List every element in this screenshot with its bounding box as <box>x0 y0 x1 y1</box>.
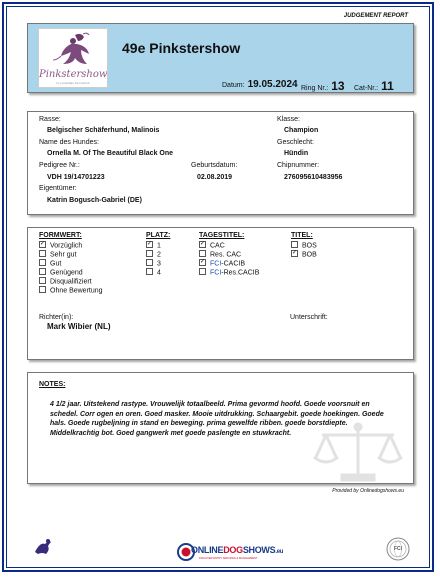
name-value: Ornella M. Of The Beautiful Black One <box>47 150 174 157</box>
checkbox-icon[interactable] <box>291 241 298 248</box>
checkbox-icon[interactable]: ✓ <box>200 241 206 247</box>
notes-text: 4 1/2 jaar. Uitstekend rastype. Vrouwelijk totaalbeeld. Prima gevormd hoofd. Goede voorsnuit en schedel. Corr ogen en oren. Goed masker. Mooie uitdrukking. Schaargebit. goede hoekingen. Goede hals. Goede rugbeljning in stand en beweging. prima gewelfde ribben. goede borstdiepte. Middelkrachtig bot. Goed gangwerk met goede paslengte en stuwkracht. <box>50 401 384 437</box>
tagestitel-option[interactable]: FCI-Res.CACIB <box>199 269 259 276</box>
owner-label: Eigentümer: <box>39 185 77 192</box>
checkbox-icon[interactable] <box>39 268 46 275</box>
checkbox-icon[interactable]: ✓ <box>147 241 153 247</box>
ring-label: Ring Nr.: <box>301 85 329 92</box>
fci-text: FCI <box>393 546 403 552</box>
date-label: Datum: <box>222 82 245 89</box>
formwert-option[interactable]: Sehr gut <box>39 251 76 258</box>
platz-option[interactable]: ✓ 1 <box>147 241 161 250</box>
cat-label: Cat-Nr.: <box>354 85 379 92</box>
tagestitel-option[interactable]: ✓ FCI-CACIB <box>200 259 246 268</box>
formwert-option[interactable]: Disqualifiziert <box>39 278 92 285</box>
platz-option[interactable]: 3 <box>146 260 161 267</box>
judge-value: Mark Wibier (NL) <box>47 322 111 331</box>
signature-label: Unterschrift: <box>290 314 328 321</box>
logo-text: Pinkstershow <box>39 69 108 80</box>
formwert-option[interactable]: ✓ Vorzüglich <box>40 241 83 250</box>
judge-label: Richter(in): <box>39 314 74 321</box>
brand-tagline: DISCOVER ENTRY SERVICES & MANAGEMENT <box>199 557 258 560</box>
checkbox-icon[interactable] <box>146 250 153 257</box>
name-label: Name des Hundes: <box>39 139 99 146</box>
report-label: JUDGEMENT REPORT <box>343 13 408 19</box>
birth-label: Geburtsdatum: <box>191 162 238 169</box>
pedigree-value: VDH 19/14701223 <box>47 174 105 181</box>
owner-value: Katrin Bogusch-Gabriel (DE) <box>47 197 142 204</box>
checkbox-icon[interactable] <box>199 268 206 275</box>
titel-title: TITEL: <box>291 232 313 239</box>
chip-label: Chipnummer: <box>277 162 320 169</box>
checkbox-icon[interactable]: ✓ <box>200 259 206 265</box>
ring-field <box>301 79 345 93</box>
checkbox-icon[interactable] <box>39 286 46 293</box>
show-header <box>27 23 414 93</box>
platz-option[interactable]: 4 <box>146 269 161 276</box>
checkbox-icon[interactable]: ✓ <box>40 241 46 247</box>
notes-card <box>27 372 414 484</box>
chip-value: 276095610483956 <box>284 174 343 181</box>
formwert-option[interactable]: Gut <box>39 260 61 267</box>
checkbox-icon[interactable] <box>146 268 153 275</box>
platz-title: PLATZ: <box>146 232 171 239</box>
breed-label: Rasse: <box>39 116 61 123</box>
dog-breed-logo-icon <box>32 536 54 556</box>
show-title: 49e Pinkstershow <box>122 40 241 56</box>
tagestitel-option[interactable]: Res. CAC <box>199 251 241 258</box>
tagestitel-title: TAGESTITEL: <box>199 232 245 239</box>
formwert-option[interactable]: Genügend <box>39 269 83 276</box>
class-value: Champion <box>284 127 319 134</box>
sex-value: Hündin <box>284 150 309 157</box>
class-label: Klasse: <box>277 116 300 123</box>
pedigree-label: Pedigree Nr.: <box>39 162 80 169</box>
titel-option[interactable]: ✓ BOB <box>292 250 317 259</box>
show-logo <box>38 28 108 88</box>
cat-field <box>354 79 394 93</box>
provided-by: Provided by Onlinedogshows.eu <box>332 488 404 494</box>
checkbox-icon[interactable] <box>39 250 46 257</box>
checkbox-icon[interactable] <box>39 259 46 266</box>
date-value: 19.05.2024 <box>247 79 298 90</box>
breed-value: Belgischer Schäferhund, Malinois <box>47 127 160 134</box>
checkbox-icon[interactable] <box>199 250 206 257</box>
formwert-option[interactable]: Ohne Bewertung <box>39 287 103 294</box>
birth-value: 02.08.2019 <box>197 174 233 181</box>
dog-info-card <box>27 111 414 215</box>
fci-logo <box>386 537 410 561</box>
onlinedogshows-logo <box>177 543 284 565</box>
sex-label: Geschlecht: <box>277 139 314 146</box>
titel-option[interactable]: BOS <box>291 242 317 249</box>
checkbox-icon[interactable] <box>146 259 153 266</box>
checkbox-icon[interactable] <box>39 277 46 284</box>
date-field <box>222 79 298 90</box>
ring-value: 13 <box>331 79 345 93</box>
notes-title: NOTES: <box>39 381 66 388</box>
brand-wordmark: ONLINEDOGSHOWS.eu <box>191 545 284 555</box>
checkbox-icon[interactable]: ✓ <box>292 250 298 256</box>
formwert-title: FORMWERT: <box>39 232 82 239</box>
cat-value: 11 <box>381 79 394 93</box>
logo-subtext: by Landelijke Kennelclub <box>56 81 90 85</box>
tagestitel-option[interactable]: ✓ CAC <box>200 241 225 250</box>
platz-option[interactable]: 2 <box>146 251 161 258</box>
evaluation-card <box>27 227 414 360</box>
